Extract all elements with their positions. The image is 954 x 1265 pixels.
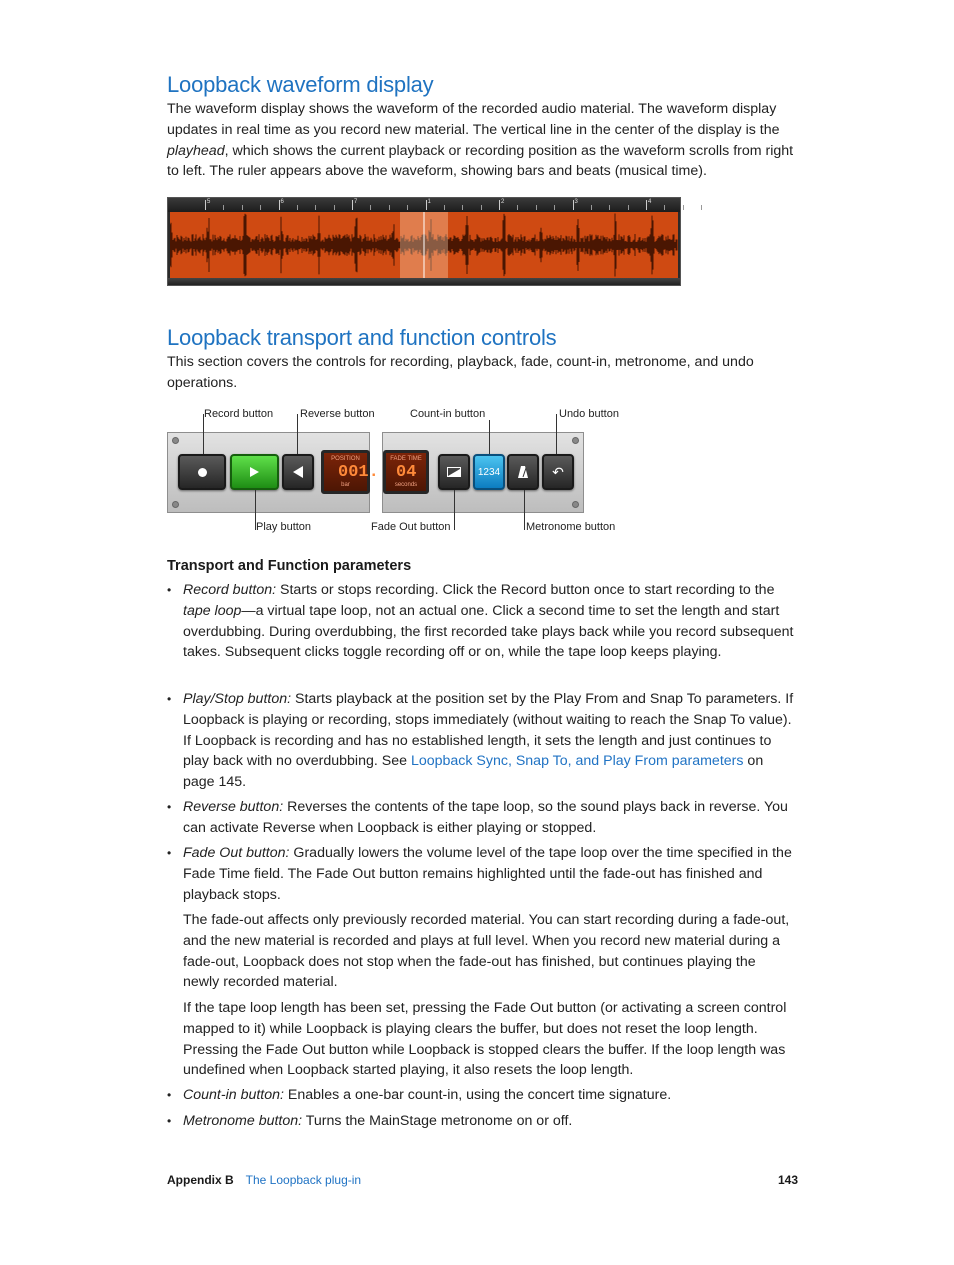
ruler-tick xyxy=(462,205,463,210)
ruler-tick xyxy=(499,200,500,210)
play-icon xyxy=(250,467,259,477)
callout-record: Record button xyxy=(204,408,274,420)
fade-out-note-1: The fade-out affects only previously recorded material. You can start recording during a fade-out, and the new material is recorded and plays at full level. When you record new material during a fade-out, Loopback does not stop when the fade-out has finished, but continues playing the newly recorded material. xyxy=(183,912,790,991)
ruler-tick xyxy=(370,205,371,210)
ruler-tick xyxy=(426,200,427,210)
ruler-tick xyxy=(481,205,482,210)
ruler-tick xyxy=(297,205,298,210)
ruler-label: 1 xyxy=(427,199,431,205)
bullet: • xyxy=(167,692,172,706)
callout-fadeout: Fade Out button xyxy=(371,521,451,533)
params-heading: Transport and Function parameters xyxy=(167,558,412,574)
fade-time-digits: 04 xyxy=(396,463,417,482)
fade-out-note-2: If the tape loop length has been set, pressing the Fade Out button (or activating a screen control mapped to it) while Loopback is playing clears the buffer, but does not reset the loop length. Pressing the Fade Out button while Loopback is stopped clears the buffer. If the loop length was undefined when Loopback started playing, it also resets the loop length. xyxy=(183,1000,787,1079)
undo-button[interactable] xyxy=(542,454,574,490)
ruler-tick xyxy=(701,205,702,210)
callout-reverse: Reverse button xyxy=(300,408,375,420)
screw xyxy=(172,437,179,444)
callout-undo: Undo button xyxy=(559,408,619,420)
ruler-tick xyxy=(646,200,647,210)
ruler-tick xyxy=(205,200,206,210)
fade-out-button[interactable] xyxy=(438,454,470,490)
leader-undo xyxy=(556,414,557,454)
callout-metronome: Metronome button xyxy=(526,521,616,533)
callout-countin: Count-in button xyxy=(410,408,486,420)
ruler-tick xyxy=(664,205,665,210)
leader-countin xyxy=(489,420,490,454)
ruler-tick xyxy=(536,205,537,210)
position-unit: bar xyxy=(341,482,350,488)
page-number: 143 xyxy=(778,1173,799,1187)
ruler-label: 5 xyxy=(207,199,211,205)
ruler-tick xyxy=(609,205,610,210)
reverse-icon xyxy=(293,466,303,478)
ruler-tick xyxy=(517,205,518,210)
waveform-display xyxy=(167,197,681,286)
metronome-icon xyxy=(518,466,528,478)
footer-chapter-link[interactable]: The Loopback plug-in xyxy=(245,1173,362,1187)
ruler-label: 3 xyxy=(574,199,578,205)
position-digits: 001. xyxy=(338,463,379,482)
fade-time-display xyxy=(383,450,429,494)
ruler-tick xyxy=(407,205,408,210)
ruler-tick xyxy=(389,205,390,210)
ruler-tick xyxy=(683,205,684,210)
ruler-label: 4 xyxy=(648,199,652,205)
transport-description: This section covers the controls for recording, playback, fade, count-in, metronome, and undo operations. xyxy=(167,354,754,391)
count-in-label: 1234 xyxy=(477,466,501,478)
ruler-tick xyxy=(573,200,574,210)
ruler-tick xyxy=(628,205,629,210)
ruler-label: 2 xyxy=(501,199,505,205)
fade-time-unit: seconds xyxy=(394,482,418,488)
ruler-tick xyxy=(334,205,335,210)
waveform-description: The waveform display shows the waveform of the recorded audio material. The waveform display updates in real time as you record new material. The vertical line in the center of the display is the playhead, which shows the current playback or recording position as the waveform scrolls from right to left. The ruler appears above the waveform, showing bars and beats (musical time). xyxy=(167,101,794,180)
ruler-tick xyxy=(279,200,280,210)
leader-record xyxy=(203,414,204,454)
leader-metronome xyxy=(524,490,525,530)
ruler-label: 6 xyxy=(280,199,284,205)
screw xyxy=(572,501,579,508)
footer-breadcrumb xyxy=(167,1173,361,1187)
reverse-button[interactable] xyxy=(282,454,314,490)
section-title-transport: Loopback transport and function controls xyxy=(167,325,557,350)
ruler-tick xyxy=(554,205,555,210)
screw xyxy=(172,501,179,508)
ruler-tick xyxy=(260,205,261,210)
record-icon xyxy=(198,468,207,477)
play-button[interactable] xyxy=(230,454,279,490)
fade-time-label: FADE TIME xyxy=(390,456,422,462)
link-sync-params[interactable]: Loopback Sync, Snap To, and Play From parameters xyxy=(410,753,744,770)
waveform-body xyxy=(170,212,678,278)
callout-play: Play button xyxy=(256,521,312,533)
ruler-tick xyxy=(315,205,316,210)
undo-icon: ↶ xyxy=(552,463,564,480)
screw xyxy=(572,437,579,444)
fade-out-icon xyxy=(447,467,461,477)
ruler-tick xyxy=(444,205,445,210)
bullet: • xyxy=(167,583,172,597)
leader-reverse xyxy=(297,414,298,454)
leader-play xyxy=(255,490,256,530)
ruler-label: 7 xyxy=(354,199,358,205)
section-title-waveform: Loopback waveform display xyxy=(167,72,434,97)
bullet: • xyxy=(167,846,172,860)
count-in-button[interactable] xyxy=(473,454,505,490)
bullet: • xyxy=(167,1114,172,1128)
position-label: POSITION xyxy=(331,456,360,462)
ruler-tick xyxy=(223,205,224,210)
position-display xyxy=(321,450,379,494)
record-button[interactable] xyxy=(178,454,226,490)
waveform-bottom-bar xyxy=(168,278,680,285)
bullet: • xyxy=(167,1088,172,1102)
ruler-tick xyxy=(242,205,243,210)
ruler-tick xyxy=(352,200,353,210)
bullet: • xyxy=(167,800,172,814)
metronome-button[interactable] xyxy=(507,454,539,490)
footer-section: Appendix B xyxy=(167,1173,234,1187)
leader-fadeout xyxy=(454,490,455,530)
waveform-ruler xyxy=(168,198,680,212)
waveform-trace xyxy=(170,212,678,278)
ruler-tick xyxy=(591,205,592,210)
